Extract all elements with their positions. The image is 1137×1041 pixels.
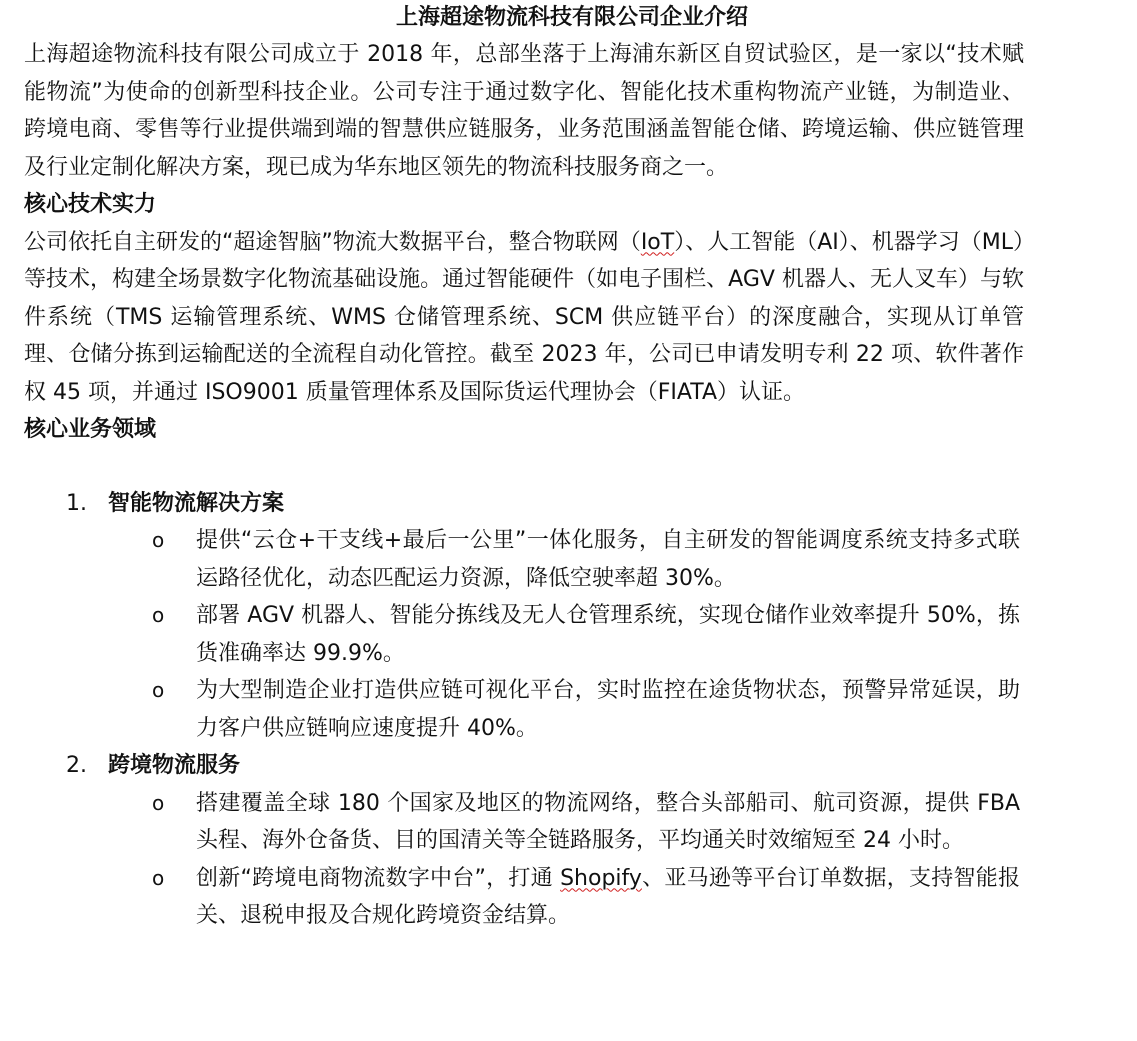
section-title <box>24 747 1137 785</box>
tech-paragraph-text-2: ）、人工智能（AI）、机器学习（ML）等技术，构建全场景数字化物流基础设施。通过智能硬件（如电子围栏、AGV 机器人、无人叉车）与软件系统（TMS 运输管理系统、WMS 仓储管理系统、SCM 供应链平台）的深度融合，实现从订单管理、仓储分拣到运输配送的全流程自动化管控。截至 2023 年，公司已申请发明专利 22 项、软件著作权 45 项，并通过 ISO9001 质量管理体系及国际货运代理协会（FIATA）认证。 <box>24 229 1024 405</box>
tech-paragraph-text-1: 公司依托自主研发的“超途智脑”物流大数据平台，整合物联网（ <box>24 229 641 255</box>
blank-line <box>24 449 1137 485</box>
list-item-text: 部署 AGV 机器人、智能分拣线及无人仓管理系统，实现仓储作业效率提升 50%，拣货准确率达 99.9%。 <box>196 603 1020 666</box>
spellcheck-word-shopify: Shopify <box>560 865 642 891</box>
list-item <box>24 672 1020 747</box>
section-number: 2. <box>66 753 87 778</box>
section-number: 1. <box>66 490 87 516</box>
section-title-text: 智能物流解决方案 <box>108 489 285 516</box>
list-item <box>24 860 1020 935</box>
business-heading: 核心业务领域 <box>24 416 157 442</box>
list-item-text: 搭建覆盖全球 180 个国家及地区的物流网络，整合头部船司、航司资源，提供 FBA 头程、海外仓备货、目的国清关等全链路服务，平均通关时效缩短至 24 小时。 <box>196 790 1020 853</box>
tech-heading: 核心技术实力 <box>24 191 157 217</box>
section-title <box>24 485 1137 523</box>
bullet-marker: o <box>152 678 165 702</box>
bullet-list <box>24 522 1137 747</box>
list-item <box>24 785 1020 860</box>
list-item-text: 为大型制造企业打造供应链可视化平台，实时监控在途货物状态，预警异常延误，助力客户供应链响应速度提升 40%。 <box>196 678 1020 741</box>
bullet-list <box>24 785 1137 935</box>
intro-paragraph: 上海超途物流科技有限公司成立于 2018 年，总部坐落于上海浦东新区自贸试验区，是一家以“技术赋能物流”为使命的创新型科技企业。公司专注于通过数字化、智能化技术重构物流产业链，为制造业、跨境电商、零售等行业提供端到端的智慧供应链服务，业务范围涵盖智能仓储、跨境运输、供应链管理及行业定制化解决方案，现已成为华东地区领先的物流科技服务商之一。 <box>24 42 1024 180</box>
document-title: 上海超途物流科技有限公司企业介绍 <box>395 4 748 30</box>
list-item-text: 提供“云仓+干支线+最后一公里”一体化服务，自主研发的智能调度系统支持多式联运路径优化，动态匹配运力资源，降低空驶率超 30%。 <box>196 528 1020 591</box>
bullet-marker: o <box>152 790 165 815</box>
tech-paragraph <box>24 224 1024 412</box>
section-title-text: 跨境物流服务 <box>108 752 241 778</box>
spellcheck-word-iot: IoT <box>640 229 675 255</box>
bullet-marker: o <box>152 603 165 627</box>
section-cross-border <box>24 747 1137 935</box>
section-smart-logistics <box>24 485 1137 748</box>
list-item-text-1: 创新“跨境电商物流数字中台”，打通 <box>196 865 561 891</box>
bullet-marker: o <box>152 528 165 552</box>
list-item <box>24 522 1020 597</box>
list-item-text-2: 、亚马逊等平台订单数据，支持智能报关、退税申报及合规化跨境资金结算。 <box>196 865 1020 928</box>
bullet-marker: o <box>152 865 165 890</box>
list-item-text <box>196 866 1020 929</box>
list-item <box>24 597 1020 672</box>
